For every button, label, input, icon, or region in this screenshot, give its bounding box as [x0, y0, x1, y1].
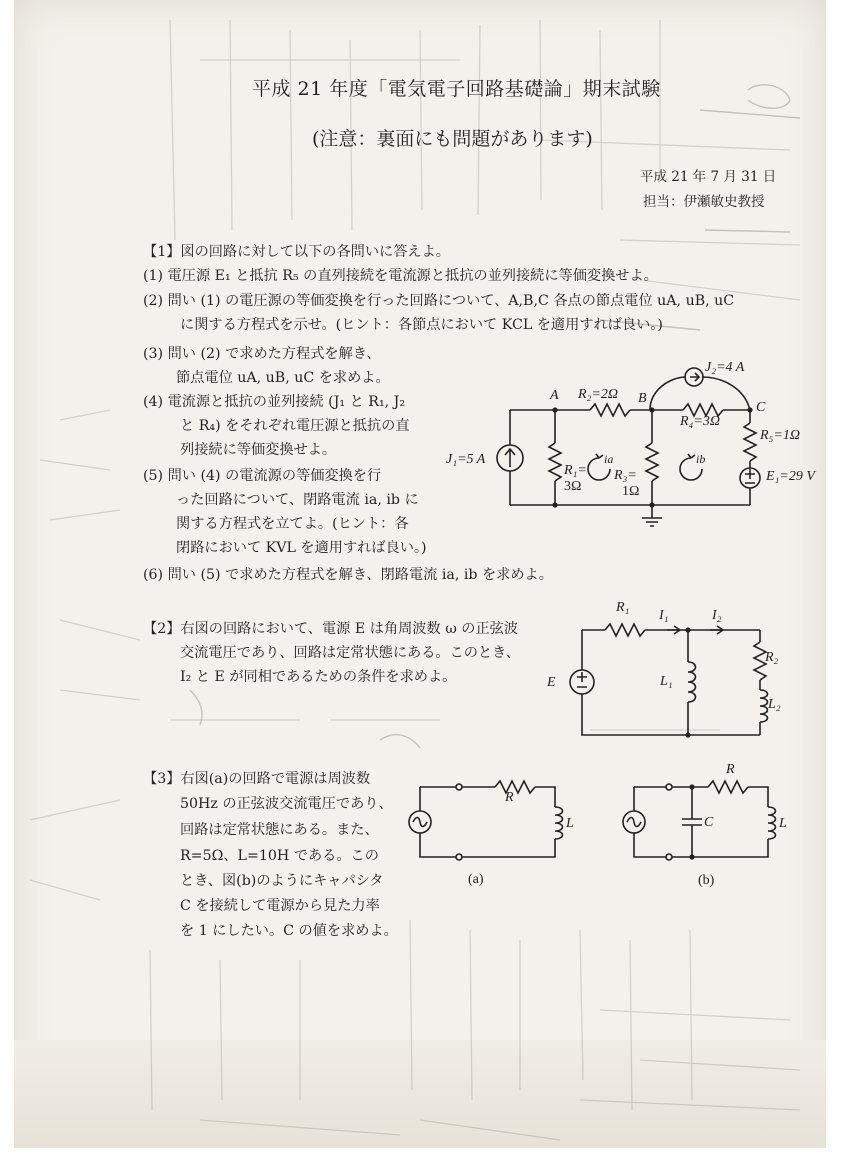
ia-label: ia — [604, 452, 614, 466]
r3-label: R₃= — [614, 468, 637, 483]
inductor-l2 — [760, 690, 768, 722]
resistor-r3 — [646, 443, 658, 481]
node-b-label: B — [638, 391, 647, 406]
q1-intro: 【1】図の回路に対して以下の各問いに答えよ。 — [143, 244, 450, 260]
inductor-l-a — [555, 807, 563, 839]
q3-line2: 50Hz の正弦波交流電圧であり、 — [180, 796, 393, 812]
resistor-r5 — [744, 423, 756, 461]
resistor-r2 — [590, 404, 630, 416]
l-label-a: L — [566, 816, 574, 831]
exam-instructor: 担当：伊瀬敏史教授 — [643, 194, 765, 210]
c-label: C — [704, 815, 714, 830]
r1-label: R₁= — [564, 463, 587, 478]
q1-part2-line1: (2) 問い (1) の電圧源の等価変換を行った回路について、A,B,C 各点の節点電位 uA, uB, uC — [143, 293, 735, 309]
i2-label: I₂ — [712, 608, 722, 623]
q1-part1: (1) 電圧源 E₁ と抵抗 R₅ の直列接続を電流源と抵抗の並列接続に等価変換せよ。 — [143, 268, 658, 284]
resistor-r-a — [495, 781, 535, 793]
inductor-l1 — [688, 662, 696, 702]
exam-title: 平成 21 年度「電気電子回路基礎論」期末試験 — [252, 78, 661, 100]
exam-date: 平成 21 年 7 月 31 日 — [640, 169, 777, 185]
caption-b: (b) — [698, 873, 715, 888]
r1-label-q2: R₁ — [616, 600, 630, 615]
q3-line1: 【3】右図(a)の回路で電源は周波数 — [143, 771, 371, 787]
r2-label: R₂=2Ω — [578, 387, 618, 402]
ib-label: ib — [696, 452, 706, 466]
circuit-3-diagram — [400, 775, 790, 870]
l2-label: L₂ — [768, 697, 781, 712]
q3-line3: 回路は定常状態にある。また、 — [180, 822, 379, 838]
q3-line7: を 1 にしたい。C の値を求めよ。 — [180, 923, 398, 939]
resistor-r-b — [708, 781, 748, 793]
q1-part5-line2: った回路について、閉路電流 ia, ib に — [176, 492, 419, 508]
r4-label: R₄=3Ω — [680, 414, 720, 429]
q3-line4: R=5Ω、L=10H である。この — [180, 848, 379, 864]
q2-line2: 交流電圧であり、回路は定常状態にある。このとき、 — [180, 645, 520, 661]
current-arrow-i1 — [667, 626, 680, 634]
q1-part4-line3: 列接続に等価変換せよ。 — [180, 442, 337, 458]
q3-line6: C を接続して電源から見た力率 — [180, 898, 380, 914]
current-arrow-i2 — [710, 626, 723, 634]
capacitor-c — [682, 787, 702, 857]
q1-part4-line1: (4) 電流源と抵抗の並列接続 (J₁ と R₁, J₂ — [143, 394, 406, 410]
node-a-label: A — [550, 388, 559, 403]
l-label-b: L — [779, 816, 787, 831]
l1-label: L₁ — [660, 674, 673, 689]
q1-part4-line2: と R₄) をそれぞれ電圧源と抵抗の直 — [180, 418, 410, 434]
r-label-b: R — [726, 762, 735, 777]
q1-part3-line2: 節点電位 uA, uB, uC を求めよ。 — [176, 370, 390, 386]
q1-part5-line1: (5) 問い (4) の電流源の等価変換を行 — [143, 468, 382, 484]
r2-label-q2: R₂ — [765, 650, 779, 665]
q2-line3: I₂ と E が同相であるための条件を求めよ。 — [180, 669, 457, 685]
r-label-a: R — [505, 790, 514, 805]
q2-line1: 【2】右図の回路において、電源 E は角周波数 ω の正弦波 — [143, 621, 519, 637]
e-label: E — [547, 675, 556, 690]
ground-symbol — [642, 513, 662, 526]
resistor-r1-q2 — [605, 624, 645, 636]
q1-part5-line4: 閉路において KVL を適用すれば良い。) — [176, 540, 427, 556]
resistor-r1 — [549, 443, 561, 481]
inductor-l-b — [768, 807, 776, 839]
r3-value: 1Ω — [622, 484, 640, 499]
j2-label: J₂=4 A — [705, 360, 745, 375]
r1-value: 3Ω — [564, 479, 582, 494]
node-c-label: C — [756, 400, 766, 415]
e1-label: E₁=29 V — [766, 469, 815, 484]
i1-label: I₁ — [659, 608, 669, 623]
q1-part5-line3: 関する方程式を立てよ。(ヒント：各 — [176, 516, 409, 532]
r5-label: R₅=1Ω — [760, 428, 800, 443]
q1-part2-line2: に関する方程式を示せ。(ヒント：各節点において KCL を適用すれば良い。) — [180, 317, 663, 333]
q1-part6: (6) 問い (5) で求めた方程式を解き、閉路電流 ia, ib を求めよ。 — [143, 567, 553, 583]
j1-label: J₁=5 A — [446, 452, 486, 467]
caption-a: (a) — [468, 872, 484, 887]
q1-part3-line1: (3) 問い (2) で求めた方程式を解き、 — [143, 346, 381, 362]
q3-line5: とき、図(b)のようにキャパシタ — [180, 873, 384, 889]
exam-notice: (注意：裏面にも問題があります) — [312, 128, 593, 150]
